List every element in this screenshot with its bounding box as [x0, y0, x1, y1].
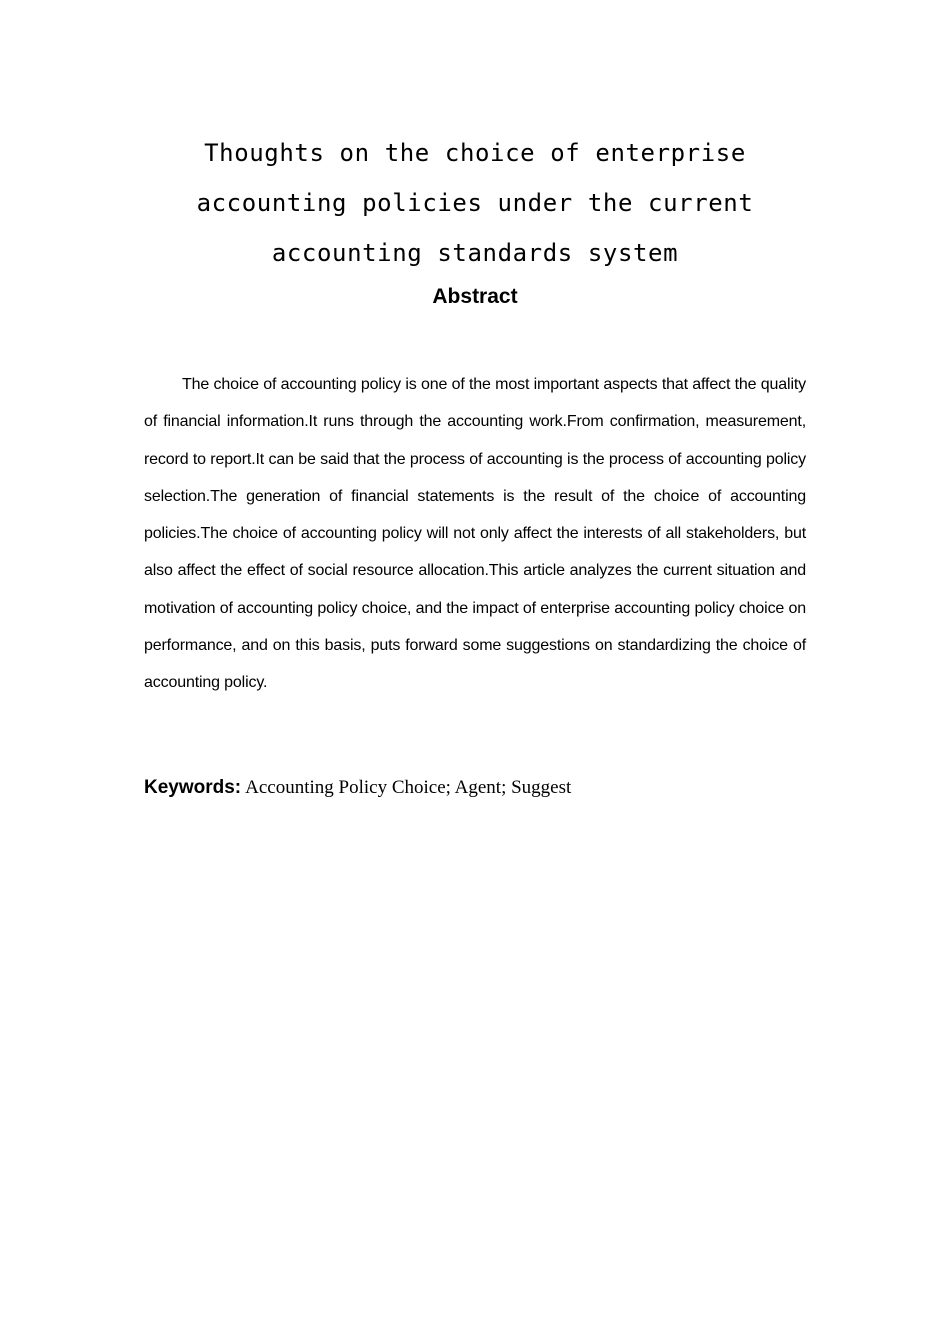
keywords-value: Accounting Policy Choice; Agent; Suggest [245, 777, 572, 798]
title-line-2: accounting policies under the current [196, 189, 754, 217]
document-title [150, 128, 800, 278]
title-line-1: Thoughts on the choice of enterprise [204, 139, 746, 167]
abstract-heading: Abstract [432, 285, 518, 308]
keywords-line [144, 773, 806, 804]
title-line-3: accounting standards system [271, 239, 679, 267]
keywords-label: Keywords: [144, 777, 242, 798]
abstract-paragraph: The choice of accounting policy is one of the most important aspects that affect the quality of financial information.It runs through the accounting work.From confirmation, measurement, record to report.It can be said that the process of accounting is the process of accounting policy selection.The generation of financial statements is the result of the choice of accounting policies.The choice of accounting policy will not only affect the interests of all stakeholders, but also affect the effect of social resource allocation.This article analyzes the current situation and motivation of accounting policy choice, and the impact of enterprise accounting policy choice on performance, and on this basis, puts forward some suggestions on standardizing the choice of accounting policy. [144, 376, 806, 692]
